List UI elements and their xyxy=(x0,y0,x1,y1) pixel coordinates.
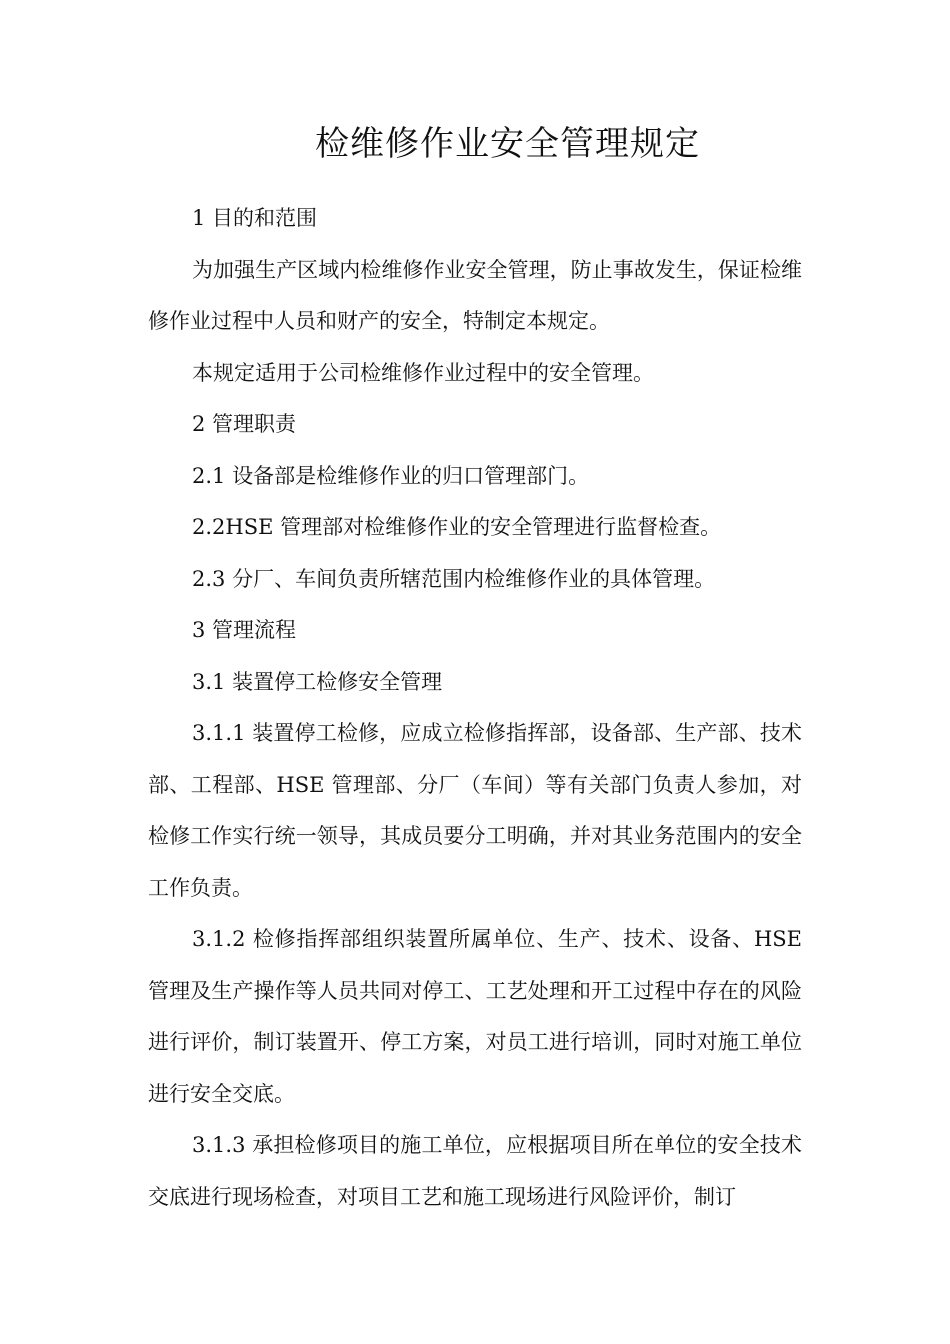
paragraph-3-1-2: 3.1.2 检修指挥部组织装置所属单位、生产、技术、设备、HSE 管理及生产操作等人员共同对停工、工艺处理和开工过程中存在的风险进行评价，制订装置开、停工方案，对员工进行培训，同时对施工单位进行安全交底。 xyxy=(148,927,802,1106)
paragraph-2-3: 2.3 分厂、车间负责所辖范围内检维修作业的具体管理。 xyxy=(192,566,716,591)
subsection-heading-3-1: 3.1 装置停工检修安全管理 xyxy=(192,669,443,694)
paragraph-3-1-1: 3.1.1 装置停工检修，应成立检修指挥部，设备部、生产部、技术部、工程部、HSE 管理部、分厂（车间）等有关部门负责人参加，对检修工作实行统一领导，其成员要分工明确，并对其业务范围内的安全工作负责。 xyxy=(148,721,802,900)
section-heading-3: 3 管理流程 xyxy=(192,618,297,642)
paragraph-2-1: 2.1 设备部是检维修作业的归口管理部门。 xyxy=(192,463,590,488)
paragraph-scope: 本规定适用于公司检维修作业过程中的安全管理。 xyxy=(192,360,654,385)
section-heading-1: 1 目的和范围 xyxy=(192,206,318,230)
document-title: 检维修作业安全管理规定 xyxy=(315,124,700,164)
document-body xyxy=(148,193,802,1223)
paragraph-2-2: 2.2HSE 管理部对检维修作业的安全管理进行监督检查。 xyxy=(192,515,722,539)
section-heading-2: 2 管理职责 xyxy=(192,412,297,436)
paragraph-purpose: 为加强生产区域内检维修作业安全管理，防止事故发生，保证检维修作业过程中人员和财产的安全，特制定本规定。 xyxy=(148,257,802,333)
paragraph-3-1-3: 3.1.3 承担检修项目的施工单位，应根据项目所在单位的安全技术交底进行现场检查，对项目工艺和施工现场进行风险评价，制订 xyxy=(148,1133,802,1209)
